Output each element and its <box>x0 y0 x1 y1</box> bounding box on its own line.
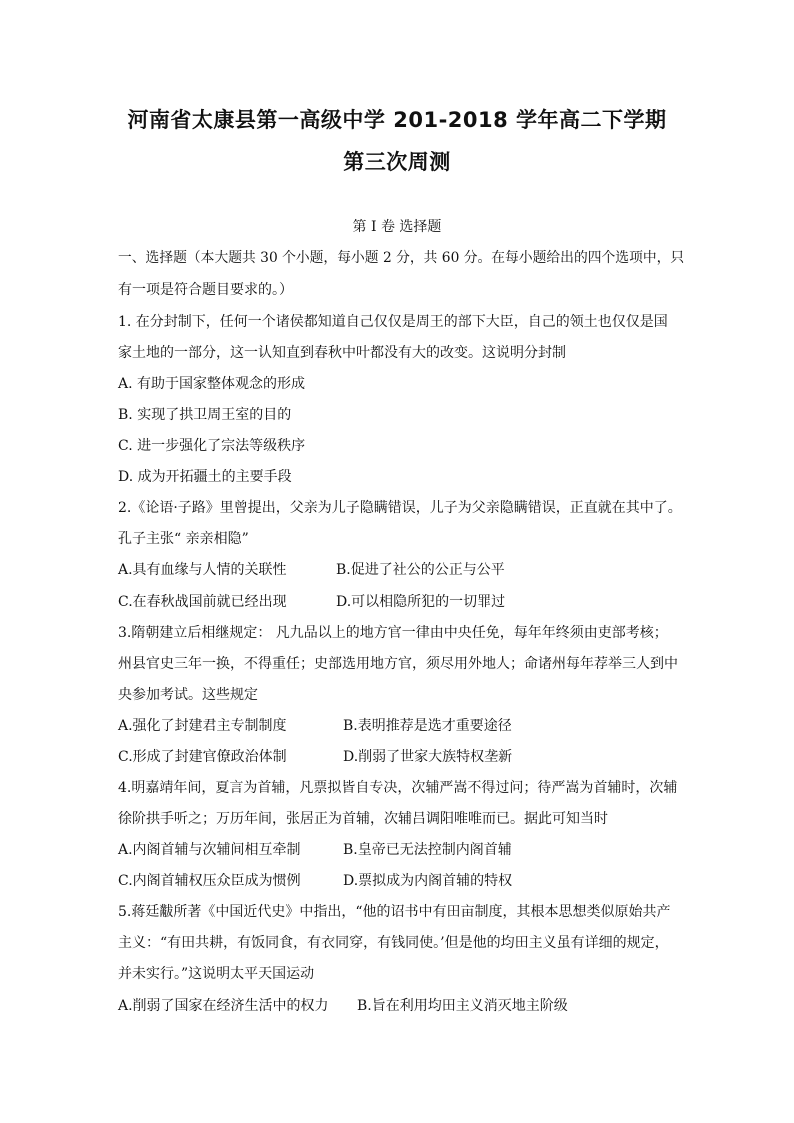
document-subtitle: 第三次周测 <box>343 150 451 174</box>
answer-option: D.削弱了世家大族特权垄新 <box>343 749 513 765</box>
question-stem: 4.明嘉靖年间，夏言为首辅，凡票拟皆自专决，次辅严嵩不得过问；待严嵩为首辅时，次辅 <box>118 780 678 796</box>
answer-option: A.削弱了国家在经济生活中的权力 <box>118 998 329 1014</box>
answer-option: A.内阁首辅与次辅间相互牵制 <box>118 842 301 858</box>
question-stem: 央参加考试。这些规定 <box>118 687 258 703</box>
question-stem: 州县官史三年一换，不得重任；史部选用地方官，须尽用外地人；命诸州每年荐举三人到中 <box>118 656 678 672</box>
answer-option: B.促进了社公的公正与公平 <box>336 562 505 578</box>
answer-option: A. 有助于国家整体观念的形成 <box>118 376 306 392</box>
question-stem: 并未实行。”这说明太平天国运动 <box>118 966 315 982</box>
answer-option: A.具有血缘与人情的关联性 <box>118 562 287 578</box>
answer-option: D. 成为开拓疆土的主要手段 <box>118 469 292 485</box>
question-stem: 5.蒋廷黻所著《中国近代史》中指出，“他的诏书中有田亩制度，其根本思想类似原始共产 <box>118 904 671 920</box>
answer-option: C.形成了封建官僚政治体制 <box>118 749 287 765</box>
answer-option: B.旨在利用均田主义消灭地主阶级 <box>357 998 568 1014</box>
answer-option: A.强化了封建君主专制制度 <box>118 718 287 734</box>
question-stem: 主义：“有田共耕，有饭同食，有衣同穿，有钱同使。’但是他的均田主义虽有详细的规定， <box>118 935 669 951</box>
document-title: 河南省太康县第一高级中学 201-2018 学年高二下学期 <box>127 108 667 132</box>
question-stem: 家土地的一部分，这一认知直到春秋中叶都没有大的改变。这说明分封制 <box>118 345 566 361</box>
answer-option: B.表明推荐是选才重要途径 <box>343 718 512 734</box>
question-stem: 徐阶拱手听之；万历年间，张居正为首辅，次辅吕调阳唯唯而已。据此可知当时 <box>118 811 608 827</box>
instructions-line: 有一项是符合题目要求的。） <box>118 282 293 298</box>
section-heading: 第 I 卷 选择题 <box>352 219 442 235</box>
question-stem: 孔子主张“ 亲亲相隐” <box>118 531 249 547</box>
question-stem: 1. 在分封制下，任何一个诸侯都知道自己仅仅是周王的部下大臣，自己的领土也仅仅是国 <box>118 314 668 330</box>
question-stem: 2.《论语·子路》里曾提出，父亲为儿子隐瞒错误，儿子为父亲隐瞒错误，正直就在其中了。 <box>118 500 682 516</box>
question-stem: 3.隋朝建立后相继规定： 凡九品以上的地方官一律由中央任免，每年年终须由吏部考核； <box>118 625 668 641</box>
answer-option: D.可以相隐所犯的一切罪过 <box>336 594 506 610</box>
answer-option: B.皇帝已无法控制内阁首辅 <box>343 842 512 858</box>
answer-option: C.内阁首辅权压众臣成为惯例 <box>118 873 301 889</box>
answer-option: C.在春秋战国前就已经出现 <box>118 594 287 610</box>
answer-option: B. 实现了拱卫周王室的目的 <box>118 407 292 423</box>
answer-option: C. 进一步强化了宗法等级秩序 <box>118 438 306 454</box>
instructions-line: 一、选择题（本大题共 30 个小题，每小题 2 分，共 60 分。在每小题给出的四个选项中，只 <box>118 250 685 266</box>
answer-option: D.票拟成为内阁首辅的特权 <box>343 873 513 889</box>
